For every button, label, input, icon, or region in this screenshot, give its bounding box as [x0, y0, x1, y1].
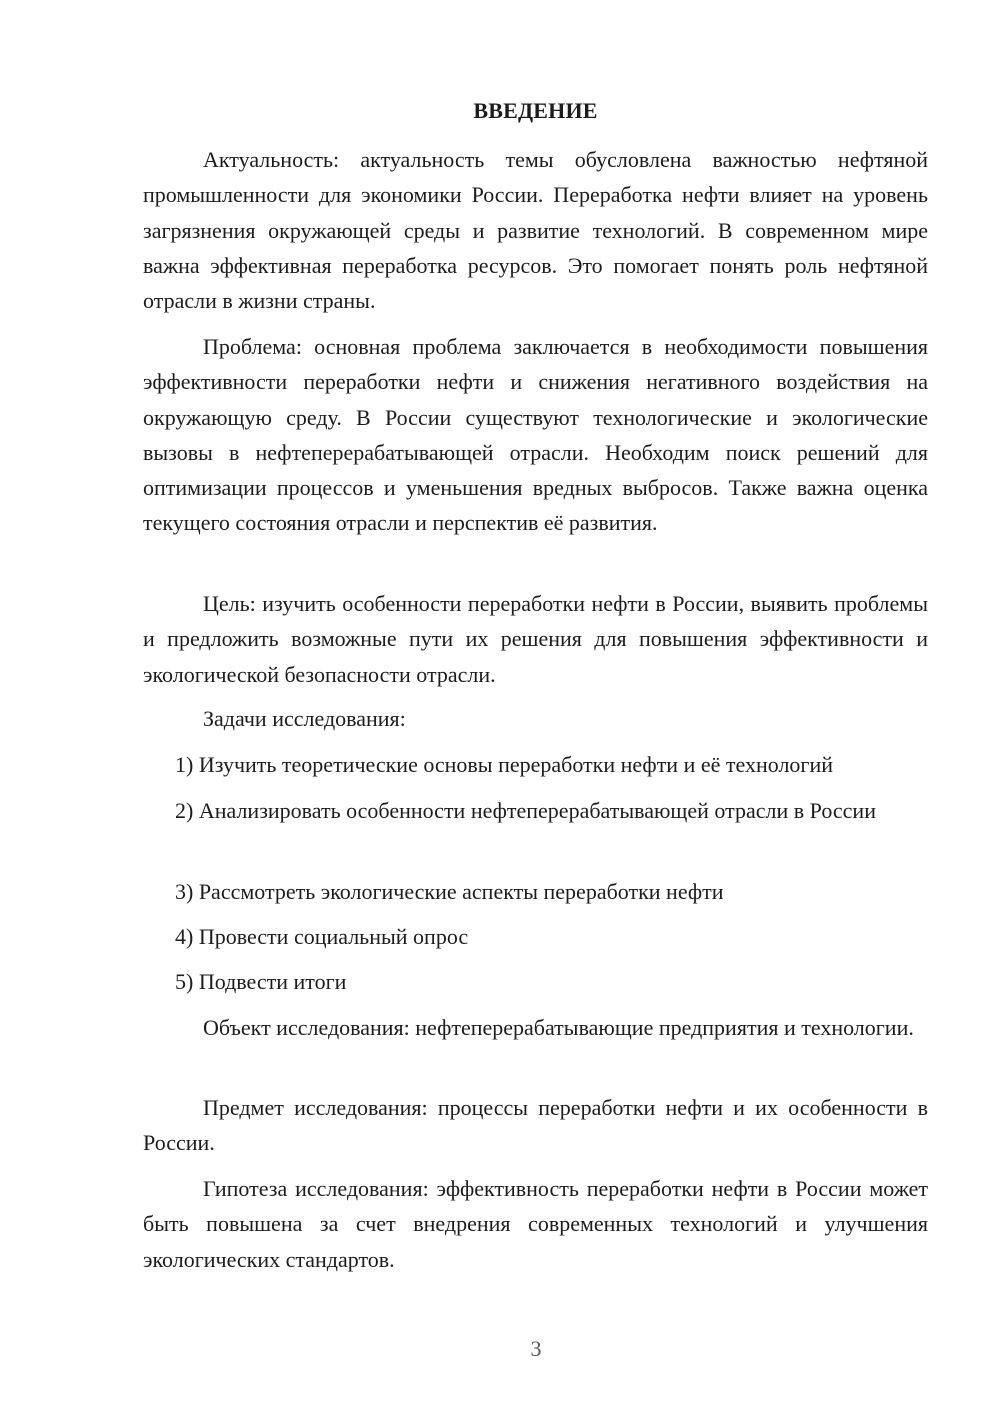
task-item-1: 1) Изучить теоретические основы переработки нефти и её технологий — [175, 752, 834, 777]
task-item-2: 2) Анализировать особенности нефтеперерабатывающей отрасли в России — [175, 798, 876, 823]
paragraph-object: Объект исследования: нефтеперерабатывающие предприятия и технологии. — [203, 1015, 914, 1040]
task-item-3: 3) Рассмотреть экологические аспекты переработки нефти — [175, 879, 724, 904]
page-number: 3 — [530, 1336, 542, 1361]
paragraph-relevance: Актуальность: актуальность темы обусловлена важностью нефтяной промышленности для экономики России. Переработка нефти влияет на уровень загрязнения окружающей среды и развитие технологий. В современном мире важна эффективная переработка ресурсов. Это помогает понять роль нефтяной отрасли в жизни страны. — [143, 147, 928, 314]
paragraph-goal: Цель: изучить особенности переработки нефти в России, выявить проблемы и предложить возможные пути их решения для повышения эффективности и экологической безопасности отрасли. — [143, 591, 928, 687]
task-item-5: 5) Подвести итоги — [175, 969, 347, 994]
paragraph-hypothesis: Гипотеза исследования: эффективность переработки нефти в России может быть повышена за счет внедрения современных технологий и улучшения экологических стандартов. — [143, 1176, 928, 1272]
tasks-title: Задачи исследования: — [203, 706, 406, 731]
paragraph-problem: Проблема: основная проблема заключается в необходимости повышения эффективности переработки нефти и снижения негативного воздействия на окружающую среду. В России существуют технологические и экологические вызовы в нефтеперерабатывающей отрасли. Необходим поиск решений для оптимизации процессов и уменьшения вредных выбросов. Также важна оценка текущего состояния отрасли и перспектив её развития. — [143, 334, 928, 536]
section-heading: ВВЕДЕНИЕ — [473, 98, 598, 123]
paragraph-subject: Предмет исследования: процессы переработки нефти и их особенности в России. — [143, 1095, 928, 1156]
task-item-4: 4) Провести социальный опрос — [175, 924, 469, 949]
